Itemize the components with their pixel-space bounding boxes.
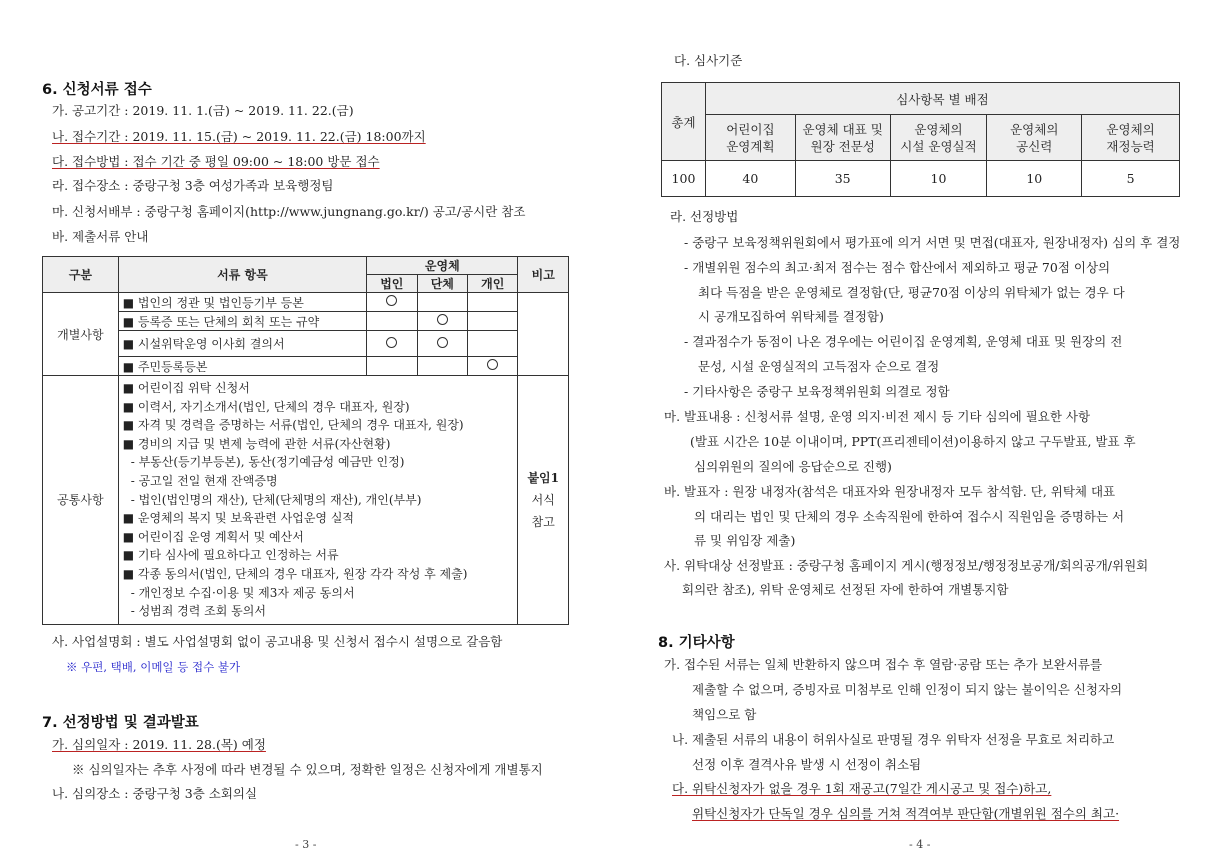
column-header: 운영체의 재정능력 (1082, 115, 1180, 161)
header-operator: 운영체 (367, 257, 518, 275)
text-line: 회의란 참조), 위탁 운영체로 선정된 자에 한하여 개별통지함 (682, 582, 1009, 597)
text-line: 나. 제출된 서류의 내용이 허위사실로 판명될 경우 위탁자 선정을 무효로 처리하고 (672, 732, 1115, 747)
score-value: 10 (890, 161, 987, 197)
selection-method-title: 라. 선정방법 (670, 209, 739, 224)
page-number: - 3 - (295, 838, 317, 851)
column-header: 어린이집 운영계획 (705, 115, 795, 161)
text-line: 마. 발표내용 : 신청서류 설명, 운영 의지·비전 제시 등 기타 심의에 필요한 사항 (664, 409, 1091, 424)
text-line: 사. 위탁대상 선정발표 : 중랑구청 홈페이지 게시(행정정보/행정정보공개/회의공개/위원회 (664, 558, 1149, 573)
note-cell (518, 293, 569, 376)
text-line: - 중랑구 보육정책위원회에서 평가표에 의거 서면 및 면접(대표자, 원장내정자) 심의 후 결정 (684, 235, 1181, 250)
list-item: ■ 자격 및 경력을 증명하는 서류(법인, 단체의 경우 대표자, 원장) (122, 418, 464, 433)
total-value: 100 (662, 161, 706, 197)
score-group-header: 심사항목 별 배점 (705, 83, 1179, 115)
text-line: 문성, 시설 운영실적의 고득점자 순으로 결정 (698, 359, 940, 374)
list-item: ■ 경비의 지급 및 변제 능력에 관한 서류(자산현황) (122, 436, 391, 451)
text-line: 선정 이후 결격사유 발생 시 선정이 취소됨 (692, 757, 922, 772)
note-line: 참고 (531, 514, 555, 529)
review-place: 나. 심의장소 : 중랑구청 3층 소회의실 (52, 786, 258, 801)
documents-table (42, 256, 569, 625)
text-line: 심의위원의 질의에 응답순으로 진행) (694, 459, 892, 474)
list-item: ■ 각종 동의서(법인, 단체의 경우 대표자, 원장 각각 작성 후 제출) (122, 566, 468, 581)
text-line: 위탁신청자가 단독일 경우 심의를 거쳐 적격여부 판단함(개별위원 점수의 최고· (692, 806, 1120, 821)
common-label: 공통사항 (43, 376, 119, 625)
text-line: 의 대리는 법인 및 단체의 경우 소속직원에 한하여 접수시 직원임을 증명하는 서 (694, 509, 1125, 524)
corp-check (367, 331, 417, 357)
list-item: ■ 기타 심사에 필요하다고 인정하는 서류 (122, 548, 339, 563)
section7-title: 7. 선정방법 및 결과발표 (42, 715, 199, 731)
header-group: 단체 (417, 275, 467, 293)
header-corp: 법인 (367, 275, 417, 293)
group-check (417, 357, 467, 376)
text-line: - 개별위원 점수의 최고·최저 점수는 점수 합산에서 제외하고 평균 70점 이상의 (684, 260, 1111, 275)
text-line: 최다 득점을 받은 운영체로 결정함(단, 평균70점 이상의 위탁체가 없는 경우 다 (698, 285, 1125, 300)
header-item: 서류 항목 (118, 257, 366, 293)
score-value: 35 (795, 161, 890, 197)
score-value: 40 (705, 161, 795, 197)
group-check (417, 331, 467, 357)
criteria-title: 다. 심사기준 (674, 53, 743, 68)
column-header: 운영체의 시설 운영실적 (890, 115, 987, 161)
left-page (0, 0, 610, 866)
list-item: - 성범죄 경력 조회 동의서 (130, 604, 266, 619)
person-check (468, 312, 518, 331)
circle-icon (487, 359, 498, 370)
review-date-note: ※ 심의일자는 추후 사정에 따라 변경될 수 있으며, 정확한 일정은 신청자에게 개별통지 (72, 762, 543, 777)
list-item: - 공고일 전일 현재 잔액증명 (130, 473, 278, 488)
group-check (417, 293, 467, 312)
list-item: - 부동산(등기부등본), 동산(정기예금성 예금만 인정) (130, 455, 405, 470)
total-label: 총계 (662, 83, 706, 161)
briefing-line: 사. 사업설명회 : 별도 사업설명회 없이 공고내용 및 신청서 접수시 설명으로 갈음함 (52, 634, 503, 649)
header-note: 비고 (518, 257, 569, 293)
corp-check (367, 357, 417, 376)
text-line: 책임으로 함 (692, 707, 757, 722)
circle-icon (437, 314, 448, 325)
list-item: - 개인정보 수집·이용 및 제3자 제공 동의서 (130, 585, 355, 600)
score-value: 10 (987, 161, 1082, 197)
list-item: ■ 이력서, 자기소개서(법인, 단체의 경우 대표자, 원장) (122, 399, 410, 414)
text-line: 제출할 수 없으며, 증빙자료 미첨부로 인해 인정이 되지 않는 불이익은 신청자의 (692, 682, 1123, 697)
column-header: 운영체 대표 및 원장 전문성 (795, 115, 890, 161)
circle-icon (386, 295, 397, 306)
note-line: 서식 (531, 492, 555, 507)
individual-label: 개별사항 (43, 293, 119, 376)
notice-period: 가. 공고기간 : 2019. 11. 1.(금) ~ 2019. 11. 22.(금) (52, 103, 354, 118)
common-note (518, 376, 569, 625)
text-line: 가. 접수된 서류는 일체 반환하지 않으며 접수 후 열람·공람 또는 추가 보완서류를 (664, 657, 1103, 672)
right-page (614, 0, 1227, 866)
text-line: 류 및 위임장 제출) (694, 533, 796, 548)
form-distribution: 마. 신청서배부 : 중랑구청 홈페이지(http://www.jungnang.go.kr/) 공고/공시란 참조 (52, 204, 526, 219)
list-item: - 법인(법인명의 재산), 단체(단체명의 재산), 개인(부부) (130, 492, 422, 507)
header-category: 구분 (43, 257, 119, 293)
table-row: ■ 법인의 정관 및 법인등기부 등본 (118, 293, 366, 312)
corp-check (367, 293, 417, 312)
table-row: ■ 주민등록등본 (118, 357, 366, 376)
receipt-period: 나. 접수기간 : 2019. 11. 15.(금) ~ 2019. 11. 22.(금) 18:00까지 (52, 129, 426, 144)
group-check (417, 312, 467, 331)
text-line: 바. 발표자 : 원장 내정자(참석은 대표자와 원장내정자 모두 참석함. 단, 위탁체 대표 (664, 484, 1116, 499)
list-item: ■ 어린이집 운영 계획서 및 예산서 (122, 529, 304, 544)
column-header: 운영체의 공신력 (987, 115, 1082, 161)
text-line: 다. 위탁신청자가 없을 경우 1회 재공고(7일간 게시공고 및 접수)하고, (672, 781, 1052, 796)
text-line: - 기타사항은 중랑구 보육정책위원회 의결로 정함 (684, 384, 950, 399)
person-check (468, 331, 518, 357)
section8-title: 8. 기타사항 (658, 635, 735, 651)
text-line: 시 공개모집하여 위탁체를 결정함) (698, 309, 884, 324)
receipt-place: 라. 접수장소 : 중랑구청 3층 여성가족과 보육행정팀 (52, 178, 334, 193)
list-item: ■ 운영체의 복지 및 보육관련 사업운영 실적 (122, 511, 355, 526)
submission-docs-heading: 바. 제출서류 안내 (52, 229, 149, 244)
list-item: ■ 어린이집 위탁 신청서 (122, 381, 250, 395)
text-line: (발표 시간은 10분 이내이며, PPT(프리젠테이션)이용하지 않고 구두발표, 발표 후 (690, 434, 1136, 449)
score-table (661, 82, 1180, 197)
person-check (468, 293, 518, 312)
review-date: 가. 심의일자 : 2019. 11. 28.(목) 예정 (52, 737, 266, 752)
header-person: 개인 (468, 275, 518, 293)
text-line: - 결과점수가 동점이 나온 경우에는 어린이집 운영계획, 운영체 대표 및 원장의 전 (684, 334, 1123, 349)
section6-title: 6. 신청서류 접수 (42, 82, 152, 98)
corp-check (367, 312, 417, 331)
common-items (118, 376, 518, 625)
note-line: 붙임1 (527, 470, 560, 485)
person-check (468, 357, 518, 376)
circle-icon (386, 337, 397, 348)
page-number: - 4 - (909, 838, 931, 851)
table-row: ■ 시설위탁운영 이사회 결의서 (118, 331, 366, 357)
score-value: 5 (1082, 161, 1180, 197)
circle-icon (437, 337, 448, 348)
table-row: ■ 등록증 또는 단체의 회칙 또는 규약 (118, 312, 366, 331)
receipt-method: 다. 접수방법 : 접수 기간 중 평일 09:00 ~ 18:00 방문 접수 (52, 154, 380, 169)
briefing-note: ※ 우편, 택배, 이메일 등 접수 불가 (66, 660, 241, 674)
